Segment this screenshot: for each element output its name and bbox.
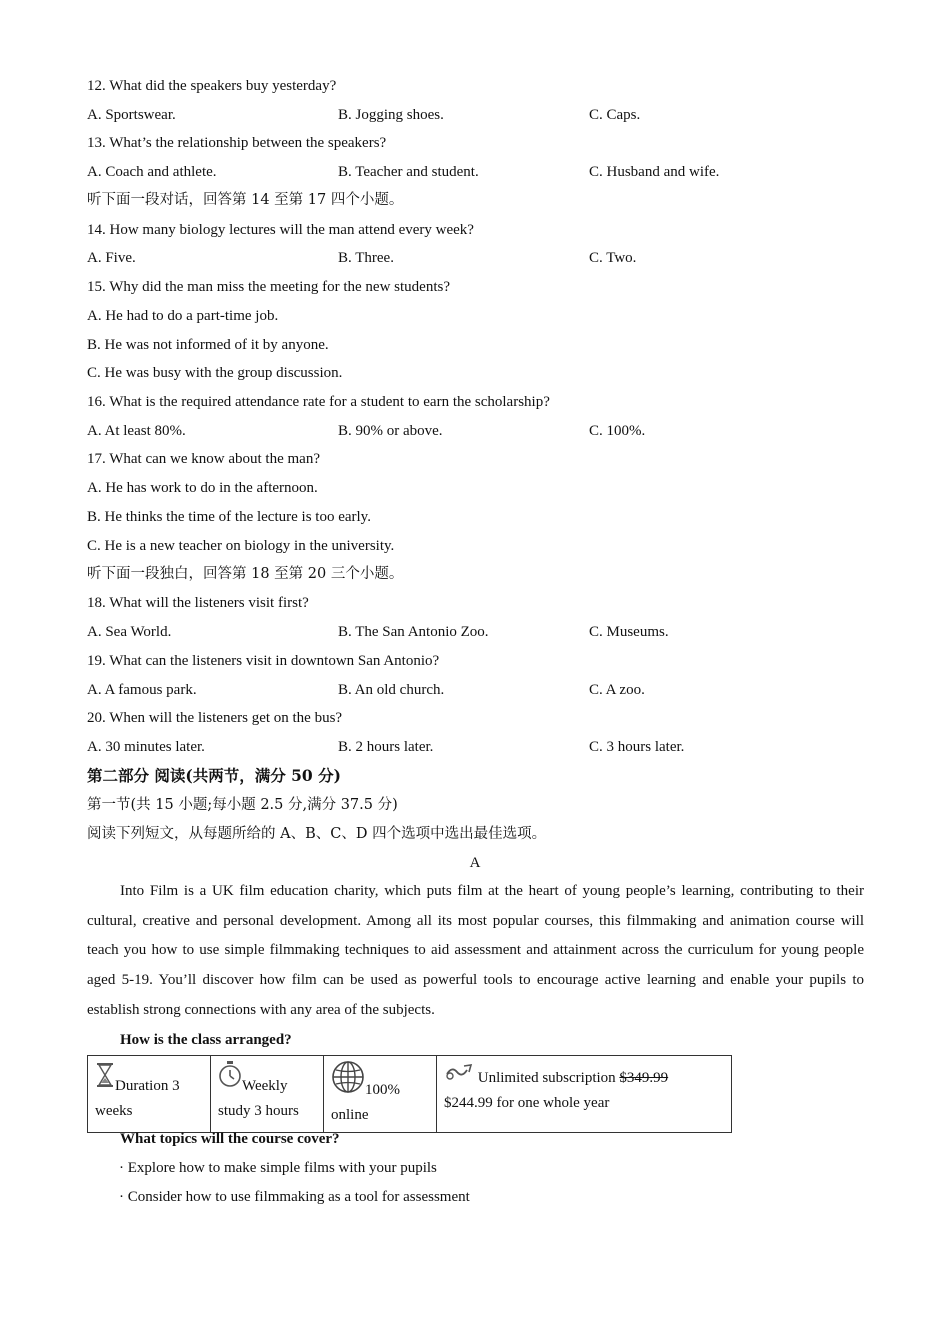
course-arrangement-table [87, 1055, 732, 1133]
reading-instruction: 阅读下列短文，从每题所给的 A、B、C、D 四个选项中选出最佳选项。 [87, 826, 547, 842]
duration-text: Duration 3 weeks [95, 1078, 180, 1119]
subscription-label: Unlimited subscription [477, 1070, 616, 1086]
option-17c: C. He is a new teacher on biology in the university. [87, 538, 395, 554]
passage-paragraph: Into Film is a UK film education charity, which puts film at the heart of young people’s learning, contributing to their cultural, creative and personal development. Among all its most popular courses, this filmmaking and animation course will teach you how to use simple filmmaking techniques to aid assessment and attainment across the curriculum for young people aged 5-19. You’ll discover how film can be used as powerful tools to encourage active learning and enable your pupils to establish strong connections with any area of the subjects. [87, 883, 864, 1018]
topic-item: · Explore how to make simple films with your pupils [119, 1160, 437, 1176]
option-12b: B. Jogging shoes. [338, 107, 444, 123]
option-20b: B. 2 hours later. [338, 739, 434, 755]
option-15c: C. He was busy with the group discussion. [87, 365, 343, 381]
option-15b: B. He was not informed of it by anyone. [87, 337, 329, 353]
question-15: 15. Why did the man miss the meeting for the new students? [87, 279, 450, 295]
arranged-heading: How is the class arranged? [120, 1032, 292, 1048]
option-20c: C. 3 hours later. [589, 739, 685, 755]
instruction-18-20: 听下面一段独白，回答第 18 至第 20 三个小题。 [87, 566, 404, 582]
duration-cell [88, 1056, 211, 1133]
option-14b: B. Three. [338, 250, 394, 266]
option-16c: C. 100%. [589, 423, 646, 439]
infinity-icon [444, 1060, 474, 1091]
passage-letter: A [469, 855, 481, 871]
question-13: 13. What’s the relationship between the speakers? [87, 135, 387, 151]
question-17: 17. What can we know about the man? [87, 451, 320, 467]
part2-heading: 第二部分 阅读(共两节，满分 50 分) [87, 766, 341, 785]
option-20a: A. 30 minutes later. [87, 739, 205, 755]
option-17a: A. He has work to do in the afternoon. [87, 480, 318, 496]
question-20: 20. When will the listeners get on the bus? [87, 710, 343, 726]
hourglass-icon [95, 1060, 115, 1099]
option-17b: B. He thinks the time of the lecture is too early. [87, 509, 371, 525]
question-18: 18. What will the listeners visit first? [87, 595, 309, 611]
option-12a: A. Sportswear. [87, 107, 176, 123]
topics-heading: What topics will the course cover? [120, 1131, 340, 1147]
new-price: $244.99 for one whole year [444, 1095, 610, 1111]
subscription-cell [437, 1056, 732, 1133]
option-13a: A. Coach and athlete. [87, 164, 217, 180]
option-16a: A. At least 80%. [87, 423, 186, 439]
option-19c: C. A zoo. [589, 682, 645, 698]
weekly-cell [211, 1056, 324, 1133]
question-16: 16. What is the required attendance rate for a student to earn the scholarship? [87, 394, 550, 410]
question-12: 12. What did the speakers buy yesterday? [87, 78, 337, 94]
option-18a: A. Sea World. [87, 624, 172, 640]
section1-note: 第一节(共 15 小题;每小题 2.5 分,满分 37.5 分) [87, 797, 398, 813]
option-13b: B. Teacher and student. [338, 164, 479, 180]
online-text: 100% online [331, 1082, 400, 1123]
option-14c: C. Two. [589, 250, 637, 266]
option-16b: B. 90% or above. [338, 423, 443, 439]
option-13c: C. Husband and wife. [589, 164, 720, 180]
option-19b: B. An old church. [338, 682, 445, 698]
option-14a: A. Five. [87, 250, 136, 266]
option-12c: C. Caps. [589, 107, 641, 123]
instruction-14-17: 听下面一段对话，回答第 14 至第 17 四个小题。 [87, 192, 404, 208]
question-19: 19. What can the listeners visit in downtown San Antonio? [87, 653, 440, 669]
weekly-text: Weekly study 3 hours [218, 1078, 299, 1119]
stopwatch-icon [218, 1060, 242, 1099]
option-18c: C. Museums. [589, 624, 669, 640]
online-cell [324, 1056, 437, 1133]
globe-icon [331, 1060, 365, 1103]
option-18b: B. The San Antonio Zoo. [338, 624, 489, 640]
option-15a: A. He had to do a part-time job. [87, 308, 279, 324]
option-19a: A. A famous park. [87, 682, 197, 698]
old-price: $349.99 [619, 1070, 669, 1086]
topic-item: · Consider how to use filmmaking as a tool for assessment [119, 1189, 470, 1205]
question-14: 14. How many biology lectures will the man attend every week? [87, 222, 474, 238]
